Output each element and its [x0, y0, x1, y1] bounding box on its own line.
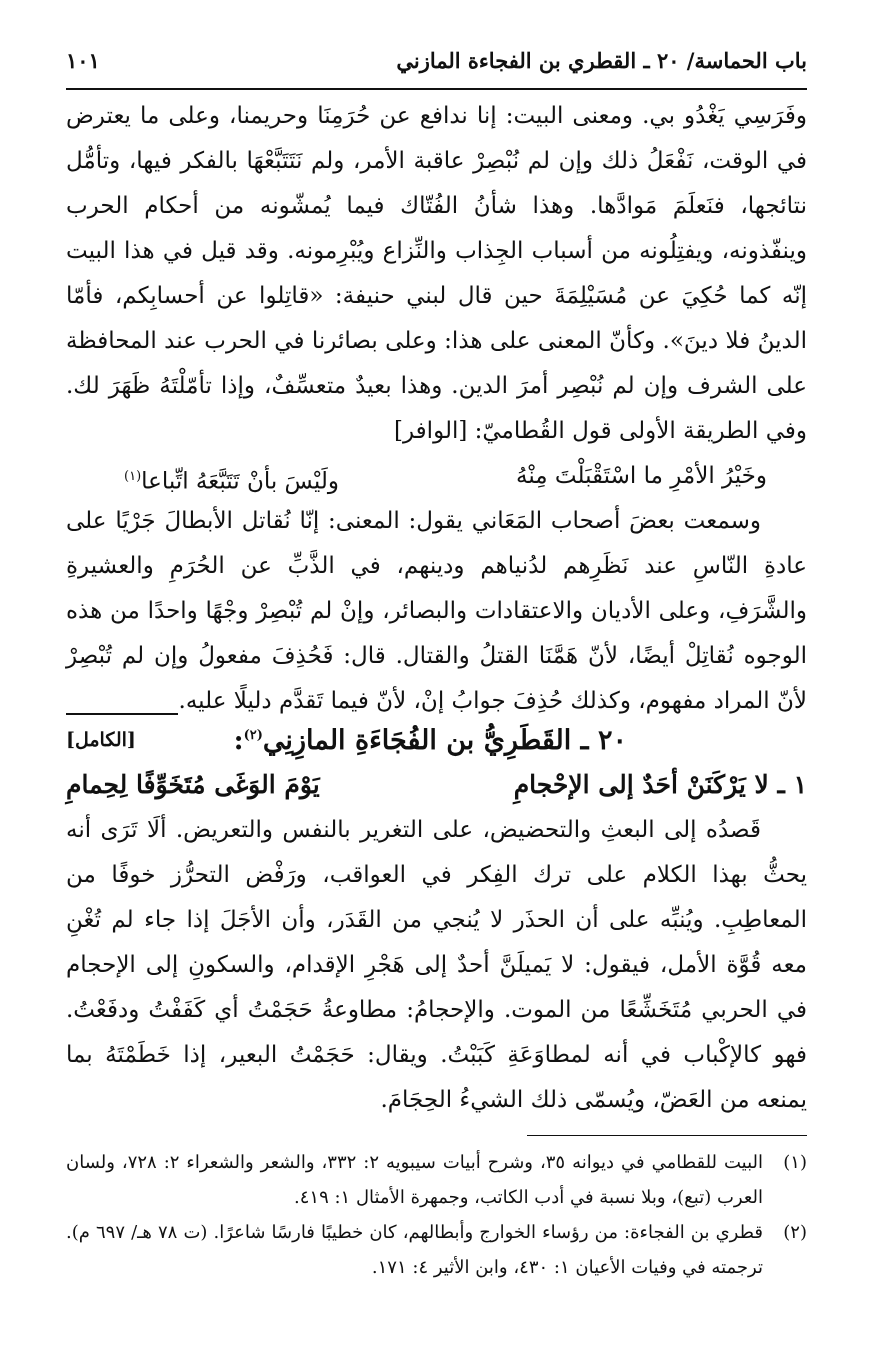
page-number: ١٠١: [66, 47, 100, 73]
verse-first-hemistich: وخَيْرُ الأمْرِ ما اسْتَقْبَلْتَ مِنْهُ: [515, 463, 767, 489]
verse2-number: ١ ـ: [777, 769, 807, 799]
section-meter: [الكامل]: [66, 729, 136, 751]
main-text-lower: [66, 808, 807, 1123]
header-rule: [66, 88, 807, 90]
section-heading: [66, 720, 807, 760]
paragraph-intro: وفَرَسِي يَغْدُو بي. ومعنى البيت: إنا ندافع عن حُرَمِنَا وحريمنا، وعلى ما يعترض في الوقت، نَفْعَلُ ذلك وإن لم نُبْصِرْ عاقبة الأمر، ولم نَتَتَبَّعْهَا بالفكر فيها، وتأمُّل نتائجها، فنَعلَمَ مَوادَّها. وهذا شأنُ الفُتّاك فيما يُمشّونه من أحكام الحرب وينفّذونه، ويفتِلُونه من أسباب الجِذاب والنِّزاع ويُبْرِمونه. وقد قيل في هذا البيت إنّه كما حُكِيَ عن مُسَيْلِمَةَ حين قال لبني حنيفة: «قاتِلوا عن أحسابِكم، فأمّا الدينُ فلا دينَ». وكأنّ المعنى على هذا: وعلى بصائرنا في الحرب عند المحافظة على الشرف وإن لم نُبْصِر أمرَ الدين. وهذا بعيدٌ متعسِّفٌ، وإذا تأمّلْتَهُ ظَهَرَ لك. وفي الطريقة الأولى قول القُطاميّ: [الوافر]: [66, 103, 807, 444]
paragraph-after-verse: وسمعت بعضَ أصحاب المَعَاني يقول: المعنى: إنّا نُقاتل الأبطالَ جَرْيًا على عادةِ النّاسِ عند نَظَرِهم لدُنياهم ودينهم، في الذَّبِّ عن الحُرَمِ والعشيرةِ والشَّرَفِ، وعلى الأديان والاعتقادات والبصائر، وإنْ لم تُبْصِرْ وجْهًا واحدًا من هذه الوجوه نُقاتِلْ أيضًا، لأنّ هَمَّنَا القتلُ والقتال. قال: فَحُذِفَ مفعولُ وإن لم تُبْصِرْ لأنّ المراد مفهوم، وكذلك حُذِفَ جوابُ إنْ، لأنّ فيما تَقدَّم دليلًا عليه.: [66, 508, 807, 714]
section-title-text: ٢٠ ـ القَطَرِيُّ بن الفُجَاءَةِ المازِنِي: [262, 724, 627, 756]
page-header: [66, 40, 807, 80]
footnotes: [66, 1145, 807, 1285]
paragraph-commentary: قَصدُه إلى البعثِ والتحضيض، على التغرير بالنفس والتعريض. ألَا تَرَى أنه يحثُّ بهذا الكلام على ترك الفِكر في العواقب، ورَفْض التحرُّز خوفًا من المعاطِبِ. ويُنبِّه على أن الحذَر لا يُنجي من القَدَر، وأن الأجَلَ إذا جاء لم تُغْنِ معه قُوَّة الأمل، فيقول: لا يَميلَنَّ أحدٌ إلى هَجْرِ الإقدام، والسكونِ إلى الإحجام في الحربي مُتَخَشِّعًا من الموت. والإحجامُ: مطاوعةُ حَجَمْتُ أي كَفَفْتُ ودفَعْتُ. فهو كالإكْباب في أنه لمطاوَعَةِ كَبَبْتُ. ويقال: حَجَمْتُ البعير، إذا خَطَمْتَهُ بما يمنعه من العَضّ، ويُسمّى ذلك الشيءُ الحِجَامَ.: [66, 817, 807, 1113]
running-title: باب الحماسة/ ٢٠ ـ القطري بن الفجاءة المازني: [396, 47, 807, 73]
verse-qutami: [66, 454, 807, 499]
footnote-1-text: البيت للقطامي في ديوانه ٣٥، وشرح أبيات سيبويه ٢: ٣٣٢، والشعر والشعراء ٢: ٧٢٨، ولسان العرب (تبع)، وبلا نسبة في أدب الكاتب، وجمهرة الأمثال ١: ٤١٩.: [66, 1152, 764, 1208]
verse-qatari-1: [66, 762, 807, 806]
footnote-rule: [527, 1135, 807, 1136]
footnote-1: [66, 1145, 807, 1215]
footnote-2-number: (٢): [783, 1222, 807, 1243]
footnote-ref-1[interactable]: (١): [124, 469, 142, 484]
verse2-first: [514, 770, 807, 799]
verse2-second-hemistich: يَوْمَ الوَغَى مُتَخَوِّفًا لِحِمامِ: [66, 769, 320, 799]
footnote-ref-2[interactable]: (٢): [243, 727, 263, 743]
footnote-1-number: (١): [783, 1152, 807, 1173]
footnote-2: [66, 1215, 807, 1285]
section-title: [234, 725, 627, 756]
verse2-first-hemistich: لا يَرْكَنَنْ أحَدٌ إلى الإحْجامِ: [513, 769, 769, 799]
section-title-colon: :: [233, 724, 244, 756]
main-text-upper: [66, 94, 807, 724]
section-divider: [66, 713, 178, 715]
verse-second-hemistich: [66, 454, 339, 499]
verse-second-text: ولَيْسَ بأنْ تَتَبَّعَهُ اتِّباعا: [141, 468, 339, 495]
footnote-2-text: قطري بن الفجاءة: من رؤساء الخوارج وأبطالهم، كان خطيبًا فارسًا شاعرًا. (ت ٧٨ هـ/ ٦٩٧ م). ترجمته في وفيات الأعيان ١: ٤٣٠، وابن الأثير ٤: ١٧١.: [66, 1222, 763, 1278]
